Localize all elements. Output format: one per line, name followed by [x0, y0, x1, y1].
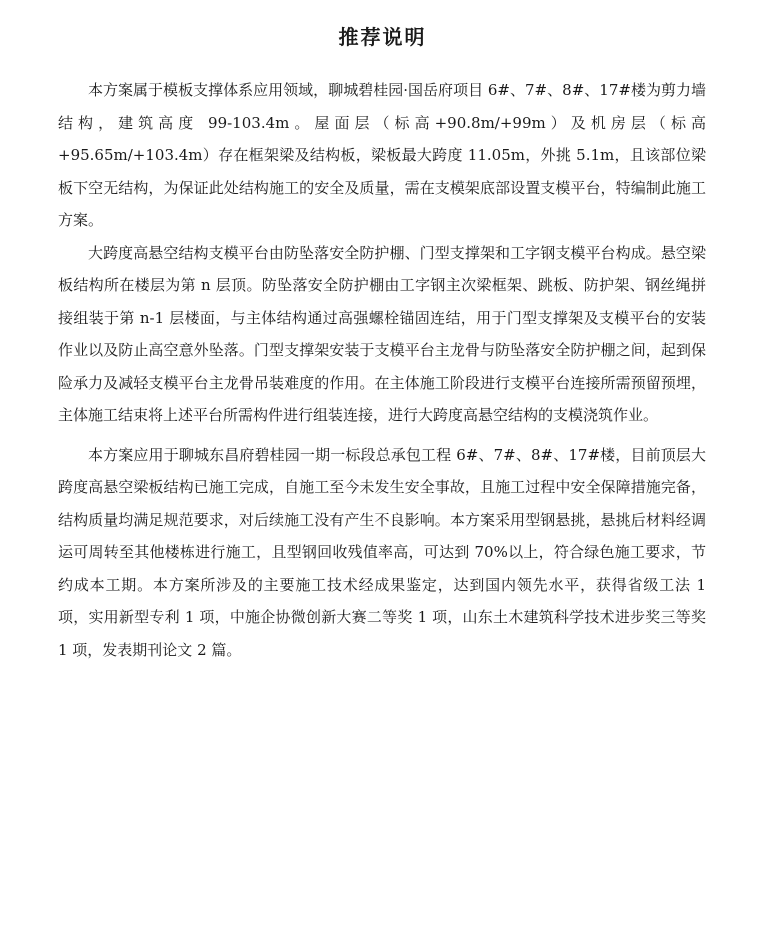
paragraph-intro: 本方案属于模板支撑体系应用领域，聊城碧桂园·国岳府项目 6#、7#、8#、17#楼为剪力墙结构，建筑高度 99-103.4m。屋面层（标高+90.8m/+99m）及机房层（标高+95.65m/+103.4m）存在框架梁及结构板，梁板最大跨度 11.05m，外挑 5.1m，且该部位梁板下空无结构，为保证此处结构施工的安全及质量，需在支模架底部设置支模平台，特编制此施工方案。 [58, 81, 706, 229]
page-title: 推荐说明 [338, 25, 427, 49]
paragraph-application-results: 本方案应用于聊城东昌府碧桂园一期一标段总承包工程 6#、7#、8#、17#楼，目前顶层大跨度高悬空梁板结构已施工完成，自施工至今未发生安全事故，且施工过程中安全保障措施完备，结构质量均满足规范要求，对后续施工没有产生不良影响。本方案采用型钢悬挑，悬挑后材料经调运可周转至其他楼栋进行施工，且型钢回收残值率高，可达到 70%以上，符合绿色施工要求，节约成本工期。本方案所涉及的主要施工技术经成果鉴定，达到国内领先水平，获得省级工法 1 项，实用新型专利 1 项，中施企协微创新大赛二等奖 1 项，山东土木建筑科学技术进步奖三等奖 1 项，发表期刊论文 2 篇。 [58, 445, 706, 659]
paragraph-platform-structure: 大跨度高悬空结构支模平台由防坠落安全防护棚、门型支撑架和工字钢支模平台构成。悬空梁板结构所在楼层为第 n 层顶。防坠落安全防护棚由工字钢主次梁框架、跳板、防护架、钢丝绳拼接组装于第 n-1 层楼面，与主体结构通过高强螺栓锚固连结，用于门型支撑架及支模平台的安装作业以及防止高空意外坠落。门型支撑架安装于支模平台主龙骨与防坠落安全防护棚之间，起到保险承力及减轻支模平台主龙骨吊装难度的作用。在主体施工阶段进行支模平台连接所需预留预埋，主体施工结束将上述平台所需构件进行组装连接，进行大跨度高悬空结构的支模浇筑作业。 [58, 243, 706, 424]
document-body [58, 74, 706, 666]
